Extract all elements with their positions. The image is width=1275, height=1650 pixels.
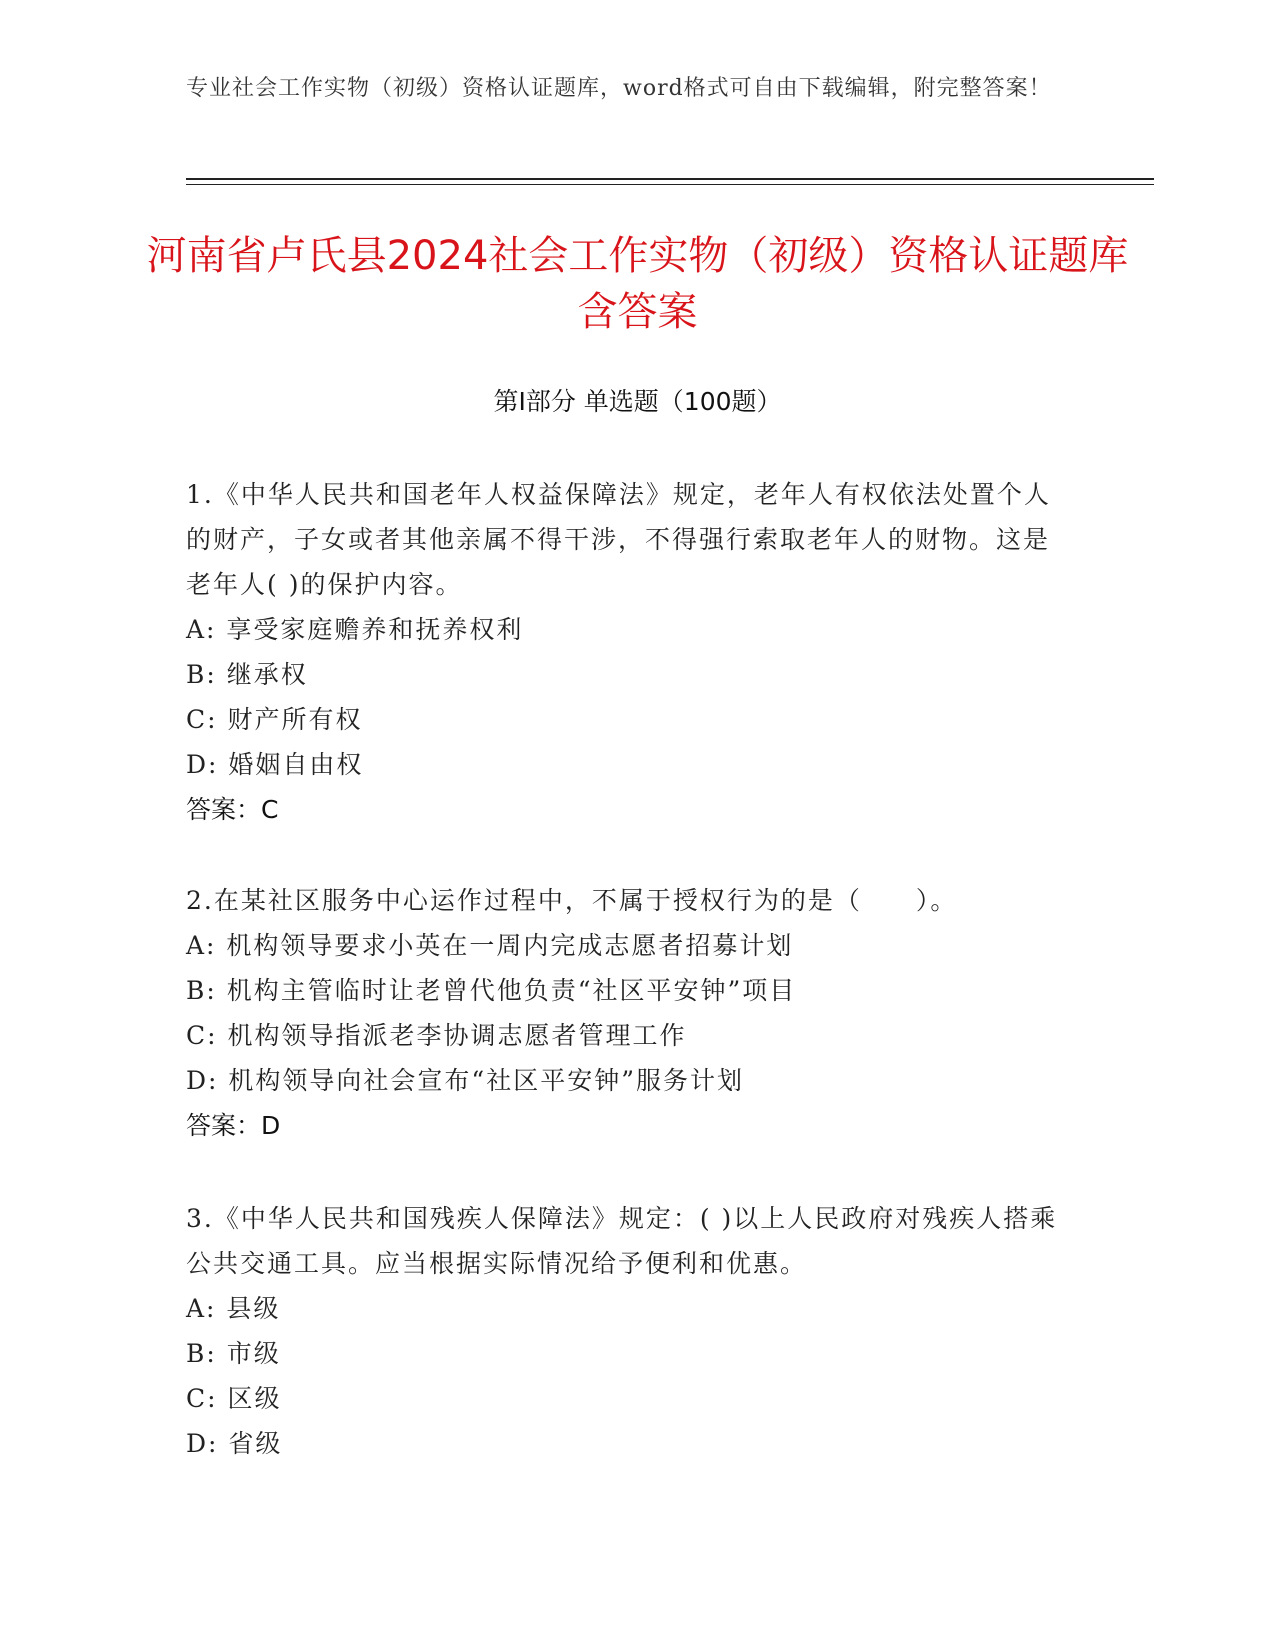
answer: 答案：C — [186, 795, 279, 824]
option-b: B: 继承权 — [186, 660, 308, 689]
question-stem: 1.《中华人民共和国老年人权益保障法》规定，老年人有权依法处置个人的财产，子女或者其他亲属不得干涉，不得强行索取老年人的财物。这是老年人( )的保护内容。 — [186, 480, 1051, 599]
option-c: C: 机构领导指派老李协调志愿者管理工作 — [186, 1021, 687, 1050]
question-stem: 2.在某社区服务中心运作过程中，不属于授权行为的是（ ）。 — [186, 886, 958, 915]
section-heading: 第I部分 单选题（100题） — [493, 387, 782, 416]
question-1 — [186, 472, 1066, 832]
option-d: D: 省级 — [186, 1429, 283, 1458]
header-note: 专业社会工作实物（初级）资格认证题库，word格式可自由下载编辑，附完整答案！ — [186, 76, 1052, 101]
option-a: A: 享受家庭赡养和抚养权利 — [186, 615, 524, 644]
question-2 — [186, 878, 1066, 1148]
option-d: D: 机构领导向社会宣布“社区平安钟”服务计划 — [186, 1066, 744, 1095]
question-3 — [186, 1196, 1066, 1466]
question-stem: 3.《中华人民共和国残疾人保障法》规定：( )以上人民政府对残疾人搭乘公共交通工具。应当根据实际情况给予便利和优惠。 — [186, 1204, 1058, 1278]
option-c: C: 财产所有权 — [186, 705, 363, 734]
header-divider — [186, 178, 1154, 180]
option-a: A: 机构领导要求小英在一周内完成志愿者招募计划 — [186, 931, 794, 960]
answer: 答案：D — [186, 1111, 281, 1140]
option-b: B: 市级 — [186, 1339, 281, 1368]
option-d: D: 婚姻自由权 — [186, 750, 364, 779]
option-a: A: 县级 — [186, 1294, 281, 1323]
option-b: B: 机构主管临时让老曾代他负责“社区平安钟”项目 — [186, 976, 797, 1005]
document-title: 河南省卢氏县2024社会工作实物（初级）资格认证题库含答案 — [146, 233, 1129, 335]
option-c: C: 区级 — [186, 1384, 282, 1413]
header-divider-thin — [186, 184, 1154, 185]
